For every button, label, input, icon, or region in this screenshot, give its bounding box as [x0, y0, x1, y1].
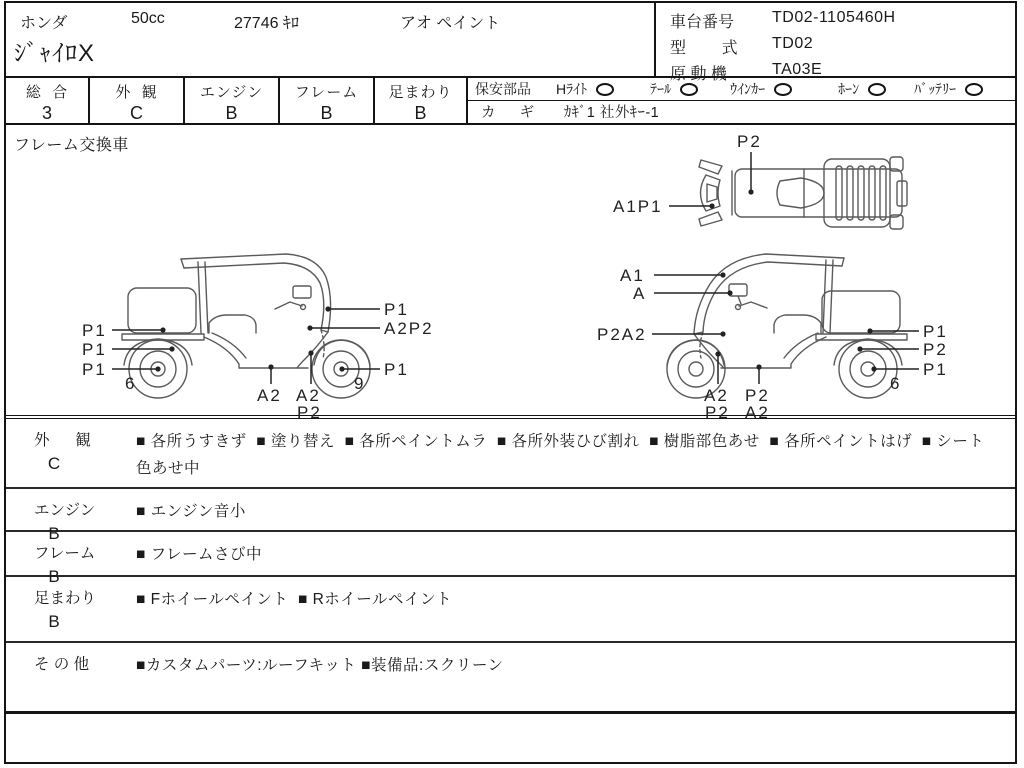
note-engine-grade: B	[48, 524, 60, 543]
note-exterior-head	[6, 419, 134, 487]
note-exterior-label: 外 観	[34, 432, 91, 449]
damage-label-front-body: A2P2	[384, 319, 434, 338]
note-row-undercarriage	[6, 577, 1015, 643]
damage-label-windshield: P1	[384, 300, 409, 319]
note-undercarriage-head	[6, 577, 134, 641]
safety-headlight	[556, 79, 614, 99]
vehicle-identity	[656, 3, 1015, 83]
grade-overall-value: 3	[41, 103, 52, 123]
note-undercarriage-label: 足まわり	[34, 590, 97, 607]
grade-overall	[6, 78, 90, 123]
header	[6, 3, 1015, 83]
safety-parts-label: 保安部品	[475, 81, 531, 97]
model-code-value: TD02	[772, 35, 814, 52]
damage-label-front-top: A1P1	[613, 197, 663, 216]
damage-label-legshield-p2: P2	[297, 403, 322, 422]
battery-pass-circle-icon	[965, 83, 983, 96]
taillight-label: ﾃｰﾙ	[650, 81, 672, 97]
key-row	[468, 101, 1015, 122]
key-label: カ ギ	[481, 105, 535, 121]
winker-pass-circle-icon	[774, 83, 792, 96]
note-engine-head	[6, 489, 134, 543]
damage-label-front-wheel: P1	[384, 360, 409, 379]
grade-frame-value: B	[320, 103, 333, 123]
model-code-row	[670, 35, 1015, 61]
model-name: ｼﾞｬｲﾛX	[14, 40, 96, 67]
damage-label-floor: A2	[257, 386, 282, 405]
maker-name: ホンダ	[20, 15, 68, 32]
grade-undercarriage-label: 足まわり	[388, 84, 453, 101]
note-engine-label: エンジン	[34, 502, 96, 519]
damage-label-right-wheel: P1	[923, 360, 948, 379]
horn-label: ﾎｰﾝ	[838, 81, 860, 97]
note-row-engine	[6, 489, 1015, 543]
grade-exterior-label: 外 観	[115, 84, 158, 101]
headlight-pass-circle-icon	[596, 83, 614, 96]
grade-exterior	[90, 78, 185, 123]
safety-parts-section	[468, 78, 1015, 123]
safety-parts-row	[468, 78, 1015, 101]
note-row-other	[6, 643, 1015, 714]
note-undercarriage-text: ■ Fホイールペイント ■ Rホイールペイント	[136, 591, 452, 608]
tread-depth-left-rear: 6	[125, 374, 137, 393]
grade-undercarriage-value: B	[414, 103, 427, 123]
note-frame-head	[6, 532, 134, 586]
mileage: 27746 ｷﾛ	[234, 15, 299, 32]
model-code-label: 型 式	[670, 40, 738, 57]
damage-diagram-area	[6, 125, 1015, 422]
vehicle-summary	[6, 3, 656, 76]
headlight-label: Hﾗｲﾄ	[556, 81, 588, 97]
damage-label-right-floor-a2: A2	[745, 403, 770, 422]
grade-engine-label: エンジン	[199, 84, 264, 101]
note-undercarriage-grade: B	[48, 612, 60, 631]
damage-label-right-lower-a2: A2	[704, 386, 729, 405]
chassis-number-label: 車台番号	[670, 14, 735, 31]
body-color: アオ ペイント	[400, 15, 501, 32]
damage-label-right-fender: P2	[923, 340, 948, 359]
winker-label: ｳｲﾝｶｰ	[730, 81, 766, 97]
grade-row	[6, 78, 1015, 125]
frame-replaced-note: フレーム交換車	[14, 137, 129, 154]
damage-label-legshield-a2: A2	[296, 386, 321, 405]
grade-engine	[185, 78, 280, 123]
damage-label-right-floor-p2: P2	[745, 386, 770, 405]
grade-undercarriage	[375, 78, 468, 123]
damage-label-mirror: A	[633, 284, 647, 303]
taillight-pass-circle-icon	[680, 83, 698, 96]
tread-depth-front: 9	[354, 374, 366, 393]
note-engine-text: ■ エンジン音小	[136, 503, 246, 520]
tread-depth-right-rear: 6	[890, 374, 902, 393]
note-frame-text: ■ フレームさび中	[136, 546, 263, 563]
safety-winker	[730, 79, 792, 99]
grade-frame	[280, 78, 375, 123]
engine-code-value: TA03E	[772, 61, 823, 78]
chassis-number-row	[670, 9, 1015, 35]
note-frame-grade: B	[48, 567, 60, 586]
battery-label: ﾊﾞｯﾃﾘｰ	[914, 81, 957, 97]
damage-label-rear-box: P1	[82, 321, 107, 340]
safety-horn	[838, 79, 886, 99]
grade-exterior-value: C	[130, 103, 143, 123]
note-row-frame	[6, 532, 1015, 586]
annotation-leader-lines	[6, 125, 1015, 415]
note-frame-label: フレーム	[34, 545, 96, 562]
note-other-text: ■カスタムパーツ:ルーフキット ■装備品:スクリーン	[136, 657, 504, 674]
key-value: ｶｷﾞ1 社外ｷｰ-1	[564, 105, 660, 121]
chassis-number-value: TD02-1105460H	[772, 9, 896, 26]
safety-battery	[914, 79, 983, 99]
engine-code-label: 原 動 機	[670, 66, 727, 83]
damage-label-roof-top: P2	[737, 132, 762, 151]
grade-frame-label: フレーム	[294, 84, 359, 101]
safety-taillight	[650, 79, 698, 99]
damage-label-right-rear-box: P1	[923, 322, 948, 341]
grade-engine-value: B	[225, 103, 238, 123]
horn-pass-circle-icon	[868, 83, 886, 96]
damage-label-rear-wheel: P1	[82, 360, 107, 379]
note-exterior-text: ■ 各所うすきず ■ 塗り替え ■ 各所ペイントムラ ■ 各所外装ひび割れ ■ 樹脂部色あせ ■ 各所ペイントはげ ■ シート色あせ中	[136, 433, 985, 477]
damage-label-right-lower-p2: P2	[705, 403, 730, 422]
note-exterior-grade: C	[47, 454, 61, 473]
note-other-head	[6, 643, 134, 711]
damage-label-right-body: P2A2	[597, 325, 647, 344]
displacement: 50cc	[131, 10, 165, 27]
grade-overall-label: 総 合	[25, 84, 69, 101]
damage-label-rear-fender: P1	[82, 340, 107, 359]
auction-sheet	[4, 1, 1017, 764]
damage-label-roof-edge: A1	[620, 266, 645, 285]
note-other-label: そ の 他	[34, 656, 90, 673]
note-row-exterior	[6, 419, 1015, 489]
